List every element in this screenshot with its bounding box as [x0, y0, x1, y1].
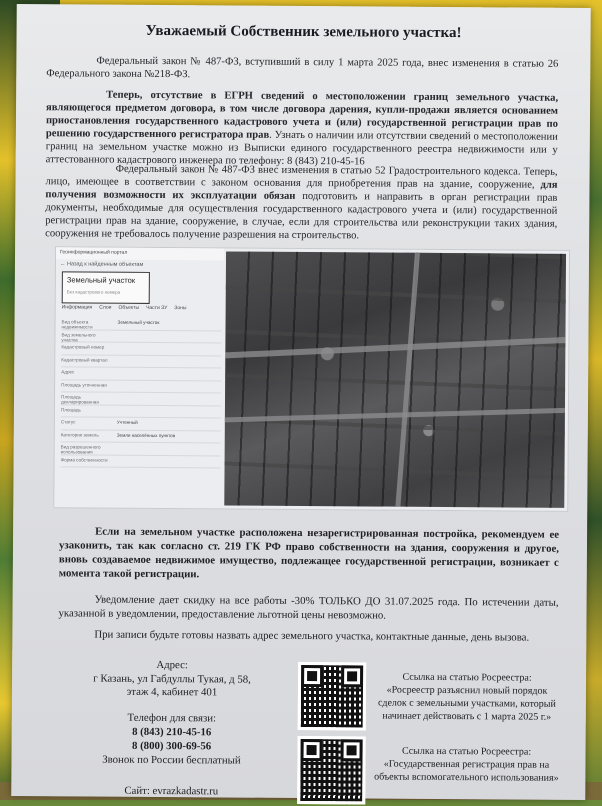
address-block — [72, 658, 272, 700]
map-road — [225, 408, 565, 422]
land-plot-card-title: Земельный участок — [66, 275, 136, 285]
qr-code-icon — [298, 662, 366, 730]
attribute-key: Адрес — [61, 369, 75, 375]
phone-local: 8 (843) 210-45-16 — [132, 725, 212, 739]
paragraph-egrn-rest: . Узнать о наличии или отсутствии сведений о местоположении границ на земельном участке можно из Выписки единого государственного реестра недвижимости или у аттестованного кадастрового инженера по телефону: 8 (843) 210-45-16 — [45, 129, 558, 168]
tab-info: Информация — [61, 304, 93, 311]
attribute-key: Площадь декларированная — [60, 394, 99, 405]
paper-sheet — [11, 4, 591, 800]
phone-free: 8 (800) 300-69-56 — [131, 739, 212, 753]
paragraph-law-intro: Федеральный закон № 487-ФЗ, вступивший в силу 1 марта 2025 года, внес изменения в статью 26 Федерального закона №218-ФЗ. — [46, 55, 559, 81]
portal-header: Геоинформационный портал — [56, 247, 224, 260]
paragraph-egrn — [46, 88, 559, 170]
attribute-key: Вид земельного участка — [61, 331, 96, 342]
attribute-row — [61, 342, 221, 356]
attribute-key: Кадастровый квартал — [61, 356, 108, 363]
address-line-1: г Казань, ул Габдуллы Тукая, д 58, — [93, 672, 251, 686]
map-road — [395, 253, 419, 507]
attribute-row — [61, 380, 221, 394]
tab-zones: Зоны — [174, 305, 187, 312]
attribute-value: Учтенный — [116, 419, 138, 425]
address-line-2: этаж 4, кабинет 401 — [126, 685, 218, 699]
tab-layers: Слои — [99, 304, 112, 311]
phones-block — [71, 710, 271, 767]
attribute-row — [61, 405, 221, 419]
attribute-key: Вид объекта недвижимости — [61, 319, 93, 330]
attribute-row — [61, 317, 221, 331]
attribute-key: Статус — [60, 419, 76, 425]
article-link-1-text: «Росреестр разъяснил новый порядок сделок с земельными участками, который начинает действовать с 1 марта 2025 г.» — [377, 684, 556, 723]
attribute-key: Площадь — [60, 406, 81, 412]
booking-instructions: При записи будьте готовы назвать адрес земельного участка, контактные данные, день вызова. — [94, 628, 530, 644]
page-title: Уважаемый Собственник земельного участка! — [145, 22, 462, 42]
back-link: ← Назад к найденным объектам — [59, 261, 144, 268]
attribute-key: Площадь уточненная — [61, 381, 107, 388]
tab-parts: Части ЗУ — [146, 304, 168, 312]
paragraph-article-52-bold: для получения возможности их эксплуатации обязан — [45, 179, 558, 202]
land-plot-card — [62, 271, 150, 304]
attribute-row — [61, 367, 221, 381]
paragraph-egrn-bold: Теперь, отсутствие в ЕГРН сведений о местоположении границ земельного участка, являющегося предметом договора, в том числе договора дарения, купли-продажи является основанием приостановления государственного кадастрового учета и (или) государственной регистрации прав по решению государственного регистратора прав — [45, 89, 559, 141]
portal-tabs — [62, 304, 222, 311]
address-label: Адрес: — [156, 658, 188, 672]
attribute-row — [61, 392, 221, 406]
website: Сайт: evrazkadastr.ru — [124, 784, 219, 798]
article-link-2-label: Ссылка на статью Росреестра: — [401, 745, 532, 758]
article-link-2 — [371, 745, 561, 785]
paragraph-article-52-a: Федеральный закон № 487-ФЗ внес изменения в статью 52 Градостроительного кодекса. Теперь, лицо, имеющее в соответствии с законом основания для приобретения прав на здание, сооружение, — [45, 163, 558, 191]
attribute-row — [61, 330, 221, 344]
attribute-table — [61, 317, 222, 468]
discount-notice: Уведомление дает скидку на все работы -30% ТОЛЬКО ДО 31.07.2025 года. По истечении даты, указанной в уведомлении, предоставление льготной цены невозможно. — [58, 593, 559, 622]
attribute-key: Кадастровый номер — [61, 344, 105, 350]
attribute-row — [61, 442, 221, 456]
attribute-key: Категория земель — [60, 431, 99, 438]
tab-objects: Объекты — [118, 304, 140, 311]
land-plot-card-subtitle: Без кадастрового номера — [66, 289, 121, 295]
attribute-value: Земли населённых пунктов — [116, 432, 176, 438]
attribute-row — [61, 355, 221, 369]
phone-free-note: Звонок по России бесплатный — [102, 753, 241, 767]
map-road — [225, 337, 565, 358]
warning-unregistered-building: Если на земельном участке расположена незарегистрированная постройка, рекомендуем ее узаконить, так как согласно ст. 219 ГК РФ право собственности на здания, сооружения и другое, вновь создаваемое недвижимое имущество, подлежащее государственной регистрации, возникает с момента такой регистрации. — [58, 525, 560, 581]
article-link-1-label: Ссылка на статью Росреестра: — [402, 671, 532, 684]
attribute-key: Вид разрешенного использования — [60, 444, 101, 455]
qr-code-icon — [297, 736, 365, 804]
portal-screenshot — [53, 246, 570, 512]
article-link-1 — [372, 671, 562, 724]
attribute-row — [61, 430, 221, 444]
article-link-2-text: «Государственная регистрация прав на объекты вспомогательного использования» — [374, 758, 559, 784]
attribute-key: Форма собственности — [60, 456, 108, 463]
attribute-row — [61, 455, 221, 469]
attribute-row — [61, 417, 221, 431]
paragraph-article-52 — [45, 162, 558, 244]
paragraph-article-52-b: подготовить и направить в орган регистрации прав документы, необходимые для осуществления государственного кадастрового учета и (или) государственной регистрации прав на здание, сооружение, в случае, если для строительства или реконструкции таких здания, сооружения не требовалось получение разрешения на строительство. — [45, 190, 558, 242]
satellite-map — [224, 251, 566, 507]
attribute-value: Земельный участок — [117, 319, 160, 326]
phones-label: Телефон для связи: — [127, 711, 217, 725]
